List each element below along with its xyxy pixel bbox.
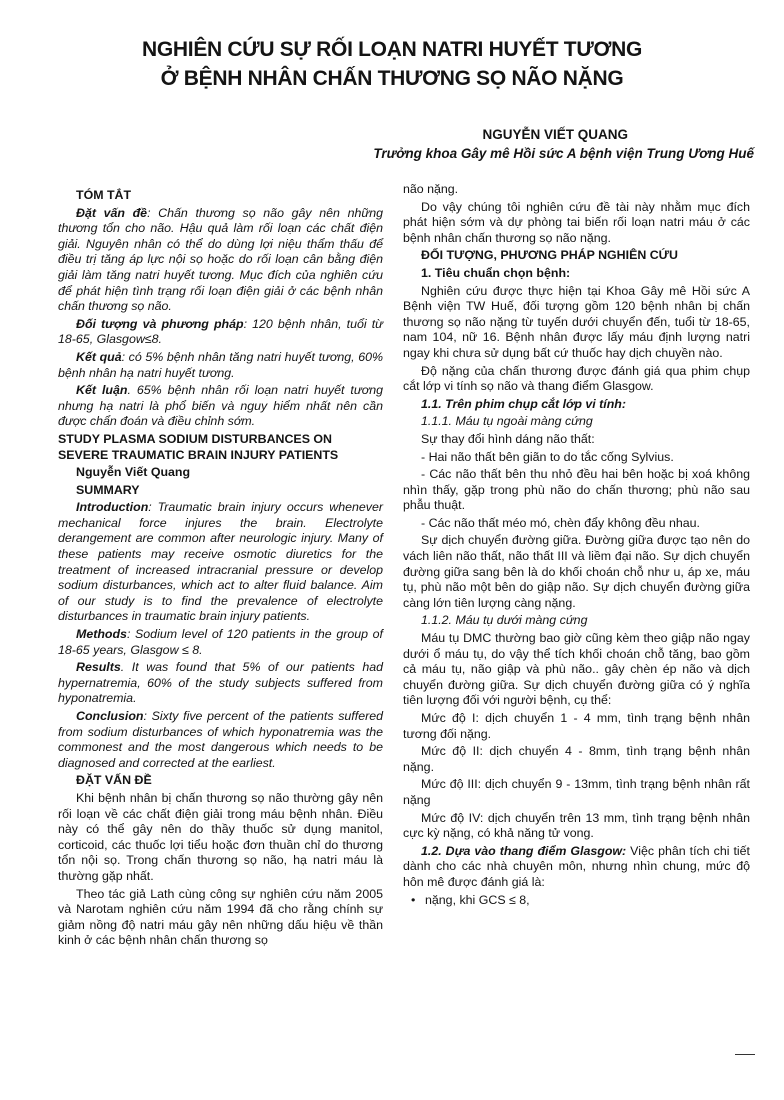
page-footer-dash — [735, 1054, 755, 1055]
right-paragraph-0: não nặng. — [403, 182, 459, 196]
right-paragraph-14 — [403, 844, 750, 891]
summary-methods — [58, 627, 383, 658]
abstract-conclusion-label: Kết luận — [76, 383, 128, 398]
summary-introduction-text: : Traumatic brain injury occurs whenever mechanical force injures the brain. Electrolyte derangement are common after neurologic injury. Many of these patients may receive osmotic diuretics for the treatment of increased intracranial pressure or develop sodium disturbances, which act to alter fluid balance. Aim of our study is to find the prevalence of electrolyte disturbances in traumatic brain injury patients. — [58, 500, 383, 624]
heading-tieu-chuan: 1. Tiêu chuẩn chọn bệnh: — [421, 265, 571, 280]
right-paragraph-8: Sự dịch chuyển đường giữa. Đường giữa được tạo nên do vách liên não thất, não thất III và liềm đại não. Sự dịch chuyển đường giữa sang bên là do khối choán chỗ như u, áp xe, máu tụ, phù não một bên do giập não. Sự dịch chuyển đường giữa càng lớn tiên lượng càng nặng. — [403, 533, 750, 610]
body-paragraph-2: Theo tác giả Lath cùng công sự nghiên cứu năm 2005 và Narotam nghiên cứu năm 1994 đã cho rằng chính sự giảm nồng độ natri máu gây nên những dấu hiệu về thần kinh ở các bệnh nhân chấn thương sọ — [58, 886, 383, 948]
summary-introduction-label: Introduction — [76, 500, 149, 515]
summary-conclusion — [58, 709, 383, 771]
right-paragraph-12: Mức độ III: dịch chuyển 9 - 13mm, tình trạng bệnh nhân rất nặng — [403, 777, 750, 807]
right-paragraph-4: Sự thay đổi hình dáng não thất: — [421, 431, 595, 446]
heading-glasgow: 1.2. Dựa vào thang điểm Glasgow: — [421, 843, 627, 858]
summary-methods-label: Methods — [76, 627, 127, 642]
title-line-2: Ở BỆNH NHÂN CHẤN THƯƠNG SỌ NÃO NẶNG — [160, 67, 624, 90]
abstract-results-text: : có 5% bệnh nhân tăng natri huyết tương, 60% bệnh nhân hạ natri huyết tương. — [58, 349, 384, 380]
abstract-results-label: Kết quả — [76, 349, 122, 364]
english-author: Nguyễn Viết Quang — [76, 465, 191, 480]
summary-conclusion-text: : Sixty five percent of the patients suffered from sodium disturbances of which hyponatremia was the commonest and the most dangerous which needs to be diagnosed and corrected at the earliest. — [58, 709, 383, 770]
left-column — [58, 188, 383, 951]
right-paragraph-10: Mức độ I: dịch chuyển 1 - 4 mm, tình trạng bệnh nhân tương đối nặng. — [403, 711, 750, 741]
title-line-1: NGHIÊN CỨU SỰ RỐI LOẠN NATRI HUYẾT TƯƠNG — [142, 38, 642, 61]
right-column — [403, 182, 750, 910]
right-paragraph-9: Máu tụ DMC thường bao giờ cũng kèm theo giập não ngay dưới ổ máu tụ, do vậy thể tích khối choán chỗ tăng, bao gồm cả máu tụ, não giập và phù não.. gây chèn ép não và dịch chuyển đường giữa. Sự dịch chuyển đường giữa có ý nghĩa tiên lượng đối với người bệnh, cụ thể: — [403, 631, 750, 708]
heading-summary: SUMMARY — [76, 482, 140, 497]
right-paragraph-1: Do vậy chúng tôi nghiên cứu đề tài này nhằm mục đích phát hiện sớm và dự phòng tai biến rối loạn natri máu ở các bệnh nhân chấn thương sọ não nặng. — [403, 199, 750, 245]
summary-conclusion-label: Conclusion — [76, 709, 144, 723]
summary-introduction — [58, 500, 383, 625]
abstract-conclusion — [58, 383, 383, 430]
abstract-intro-label: Đặt vấn đề — [76, 205, 148, 220]
summary-results-text: . It was found that 5% of our patients had hypernatremia, 60% of the study subjects suffered from hyponatremia. — [58, 660, 383, 706]
english-title: STUDY PLASMA SODIUM DISTURBANCES ON SEVERE TRAUMATIC BRAIN INJURY PATIENTS — [58, 431, 339, 462]
abstract-methods-text: : 120 bệnh nhân, tuổi từ 18-65, Glasgow≤8. — [58, 316, 383, 347]
heading-epidural: 1.1.1. Máu tụ ngoài màng cứng — [421, 414, 593, 429]
summary-methods-text: : Sodium level of 120 patients in the group of 18-65 years, Glasgow ≤ 8. — [58, 627, 383, 657]
right-paragraph-6: - Các não thất bên thu nhỏ đều hai bên hoặc bị xoá không nhìn thấy, gặp trong phù não do chấn thương; phù não sau phẫu thuật. — [403, 467, 750, 513]
bullet-item: • nặng, khi GCS ≤ 8, — [403, 893, 750, 909]
right-paragraph-13: Mức độ IV: dịch chuyển trên 13 mm, tình trạng bệnh nhân cực kỳ nặng, có khả năng tử vong. — [403, 810, 750, 841]
right-paragraph-3: Độ nặng của chấn thương được đánh giá qua phim chụp cắt lớp vi tính sọ não và thang điểm Glasgow. — [403, 363, 750, 394]
abstract-results — [58, 350, 383, 381]
heading-tomtat: TÓM TẮT — [76, 188, 132, 202]
body-paragraph-1: Khi bệnh nhân bị chấn thương sọ não thường gây nên rối loạn về các chất điện giải trong máu bệnh nhân. Điều này có thể gây nên do thầy thuốc sử dụng manitol, corticoid, các thuốc lợi tiểu hoặc đơn thuần chỉ do thương tổn nội sọ. Trong chấn thương sọ não, hạ natri máu là thường gặp nhất. — [58, 790, 383, 883]
heading-subdural: 1.1.2. Máu tụ dưới màng cứng — [421, 613, 588, 628]
heading-ct-scan: 1.1. Trên phim chụp cắt lớp vi tính: — [421, 396, 626, 411]
heading-dat-van-de: ĐẶT VẤN ĐỀ — [76, 773, 152, 788]
abstract-intro — [58, 206, 383, 315]
abstract-conclusion-text: . 65% bệnh nhân rối loạn natri huyết tương nhưng hạ natri là phổ biến và nguy hiểm nhất nên cần được chẩn đoán và điều chỉnh sớm. — [58, 383, 383, 429]
abstract-intro-text: : Chấn thương sọ não gây nên những thương tổn cho não. Hậu quả làm rối loạn các chất điện giải. Nguyên nhân có thể do dùng lợi niệu thẩm thấu để điều trị tăng áp lực nội sọ hoặc do rối loạn cân bằng điện giải làm tăng natri huyết tương. Mục đích của nghiên cứu để phát hiện tình trạng rối loạn điện giải ở các bệnh nhân chấn thương sọ não. — [58, 205, 383, 314]
right-paragraph-11: Mức độ II: dịch chuyển 4 - 8mm, tình trạng bệnh nhân nặng. — [403, 744, 750, 774]
heading-doi-tuong: ĐỐI TƯỢNG, PHƯƠNG PHÁP NGHIÊN CỨU — [421, 248, 678, 263]
author-name: NGUYỄN VIẾT QUANG — [482, 127, 628, 142]
right-paragraph-14-text: Việc phân tích chi tiết dành cho các nhà chuyên môn, nhưng nhìn chung, mức độ hôn mê được đánh giá là: — [403, 843, 751, 889]
abstract-methods-label: Đối tượng và phương pháp — [76, 316, 244, 331]
abstract-methods — [58, 317, 383, 348]
summary-results — [58, 660, 383, 707]
right-paragraph-2: Nghiên cứu được thực hiện tại Khoa Gây mê Hồi sức A Bệnh viện TW Huế, đối tượng gồm 120 bệnh nhân bị chấn thương sọ não nặng từ tuyến dưới chuyển đến, tuổi từ 18-65, nam 104, nữ 16. Bệnh nhân được lấy máu định lượng natri ngay khi chưa sử dụng bất cứ thuốc hay dịch chuyền nào. — [403, 283, 750, 360]
author-affiliation: Trưởng khoa Gây mê Hồi sức A bệnh viện Trung Ương Huế — [373, 146, 754, 161]
right-paragraph-7: - Các não thất méo mó, chèn đẩy không đều nhau. — [421, 515, 700, 530]
right-paragraph-5: - Hai não thất bên giãn to do tắc cống Sylvius. — [421, 449, 674, 464]
summary-results-label: Results — [76, 660, 121, 675]
